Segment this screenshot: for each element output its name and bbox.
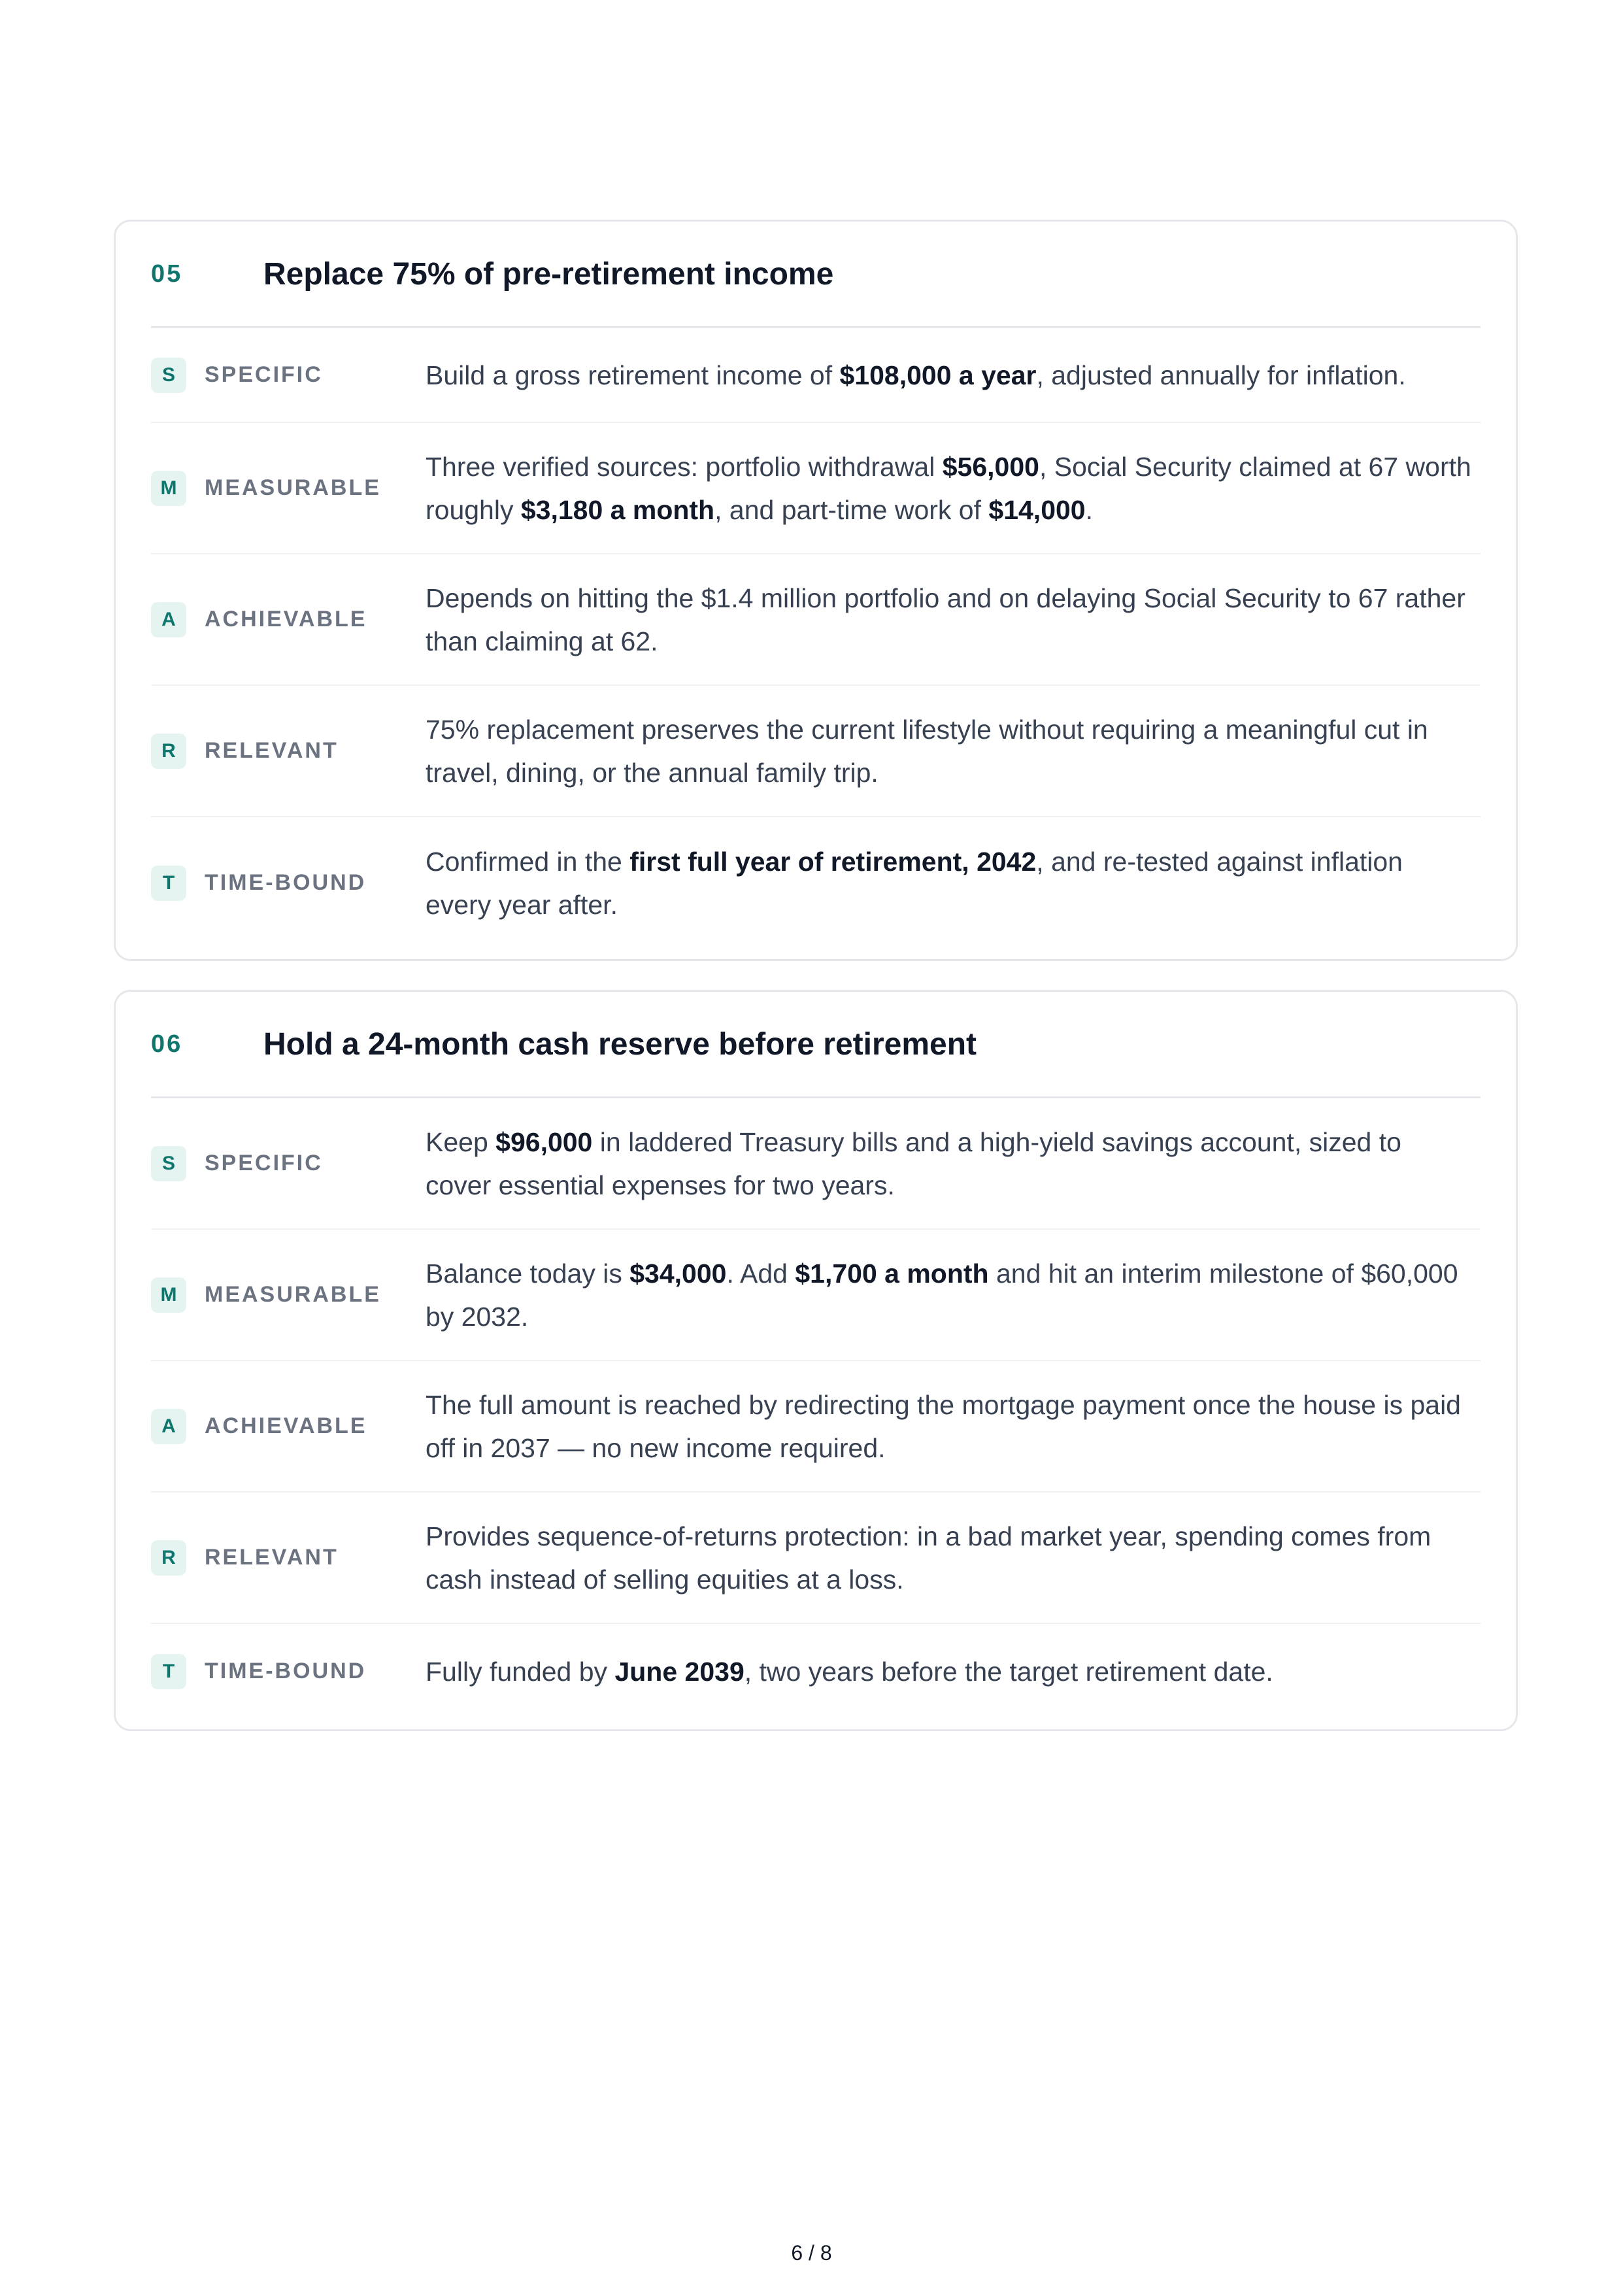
text-segment: Three verified sources: portfolio withdrawal (426, 451, 943, 482)
criterion-text (426, 1515, 1481, 1601)
letter-badge: M (151, 1277, 186, 1313)
smart-row-measurable (151, 423, 1481, 554)
criterion-text (426, 1650, 1481, 1693)
highlight-value: June 2039 (614, 1656, 745, 1687)
criterion-label: MEASURABLE (205, 1282, 381, 1307)
highlight-value: $3,180 a month (520, 494, 715, 525)
text-segment: . (1085, 494, 1094, 525)
criterion-label: ACHIEVABLE (205, 1413, 367, 1438)
goal-title: Replace 75% of pre-retirement income (263, 256, 834, 292)
text-segment: Confirmed in the (426, 846, 630, 877)
goal-number: 05 (151, 260, 183, 288)
smart-row-time-bound (151, 817, 1481, 949)
page-number: 6 / 8 (791, 2241, 832, 2265)
goal-title: Hold a 24-month cash reserve before retirement (263, 1026, 977, 1062)
highlight-value: first full year of retirement, 2042 (629, 846, 1037, 877)
smart-label (151, 1409, 426, 1444)
smart-label (151, 602, 426, 637)
criterion-text (426, 1252, 1481, 1338)
criterion-text (426, 577, 1481, 663)
criterion-label: SPECIFIC (205, 362, 323, 387)
highlight-value: $56,000 (942, 451, 1039, 482)
smart-label (151, 1277, 426, 1313)
letter-badge: T (151, 866, 186, 901)
criterion-text (426, 1121, 1481, 1207)
criterion-text (426, 840, 1481, 926)
letter-badge: S (151, 1146, 186, 1181)
text-segment: Fully funded by (426, 1656, 615, 1687)
highlight-value: $34,000 (629, 1258, 727, 1289)
smart-row-relevant (151, 686, 1481, 817)
letter-badge: R (151, 1540, 186, 1576)
criterion-label: RELEVANT (205, 1545, 339, 1570)
smart-label (151, 1540, 426, 1576)
smart-row-measurable (151, 1230, 1481, 1361)
goal-card (114, 990, 1518, 1731)
criterion-label: ACHIEVABLE (205, 607, 367, 632)
smart-row-relevant (151, 1493, 1481, 1624)
criterion-label: SPECIFIC (205, 1151, 323, 1175)
highlight-value: $96,000 (495, 1126, 593, 1157)
text-segment: , and re-tested against inflation every year after. (426, 846, 1403, 920)
smart-row-achievable (151, 1361, 1481, 1493)
smart-label (151, 734, 426, 769)
criterion-label: MEASURABLE (205, 475, 381, 500)
text-segment: , Social Security claimed at 67 worth roughly (426, 451, 1471, 525)
highlight-value: $108,000 a year (839, 360, 1037, 390)
criterion-label: TIME-BOUND (205, 870, 367, 895)
smart-row-specific (151, 328, 1481, 423)
letter-badge: A (151, 602, 186, 637)
smart-row-specific (151, 1098, 1481, 1230)
text-segment: Balance today is (426, 1258, 630, 1289)
criterion-text (426, 1383, 1481, 1470)
text-segment: , two years before the target retirement date. (744, 1656, 1273, 1687)
smart-label (151, 358, 426, 393)
goal-card (114, 220, 1518, 961)
text-segment: , adjusted annually for inflation. (1036, 360, 1406, 390)
letter-badge: R (151, 734, 186, 769)
text-segment: and hit an interim milestone of $60,000 by 2032. (426, 1258, 1458, 1332)
letter-badge: M (151, 471, 186, 506)
letter-badge: S (151, 358, 186, 393)
text-segment: 75% replacement preserves the current lifestyle without requiring a meaningful cut in travel, dining, or the annual family trip. (426, 714, 1428, 788)
highlight-value: $1,700 a month (795, 1258, 989, 1289)
criterion-text (426, 708, 1481, 794)
smart-label (151, 1146, 426, 1181)
smart-label (151, 471, 426, 506)
criterion-text (426, 445, 1481, 532)
text-segment: . Add (726, 1258, 795, 1289)
text-segment: Keep (426, 1126, 496, 1157)
criterion-text (426, 354, 1481, 397)
letter-badge: T (151, 1654, 186, 1689)
text-segment: Depends on hitting the $1.4 million portfolio and on delaying Social Security to 67 rather than claiming at 62. (426, 582, 1465, 656)
criterion-label: RELEVANT (205, 738, 339, 763)
text-segment: , and part-time work of (714, 494, 989, 525)
highlight-value: $14,000 (988, 494, 1086, 525)
goal-header (151, 992, 1481, 1098)
goal-number: 06 (151, 1030, 183, 1058)
smart-label (151, 866, 426, 901)
criterion-label: TIME-BOUND (205, 1659, 367, 1683)
goal-header (151, 222, 1481, 328)
smart-label (151, 1654, 426, 1689)
text-segment: The full amount is reached by redirecting the mortgage payment once the house is paid off in 2037 — no new income required. (426, 1389, 1461, 1463)
letter-badge: A (151, 1409, 186, 1444)
text-segment: in laddered Treasury bills and a high-yield savings account, sized to cover essential expenses for two years. (426, 1126, 1401, 1200)
text-segment: Provides sequence-of-returns protection: in a bad market year, spending comes from cash instead of selling equities at a loss. (426, 1521, 1431, 1595)
smart-row-achievable (151, 554, 1481, 686)
smart-row-time-bound (151, 1624, 1481, 1719)
text-segment: Build a gross retirement income of (426, 360, 840, 390)
